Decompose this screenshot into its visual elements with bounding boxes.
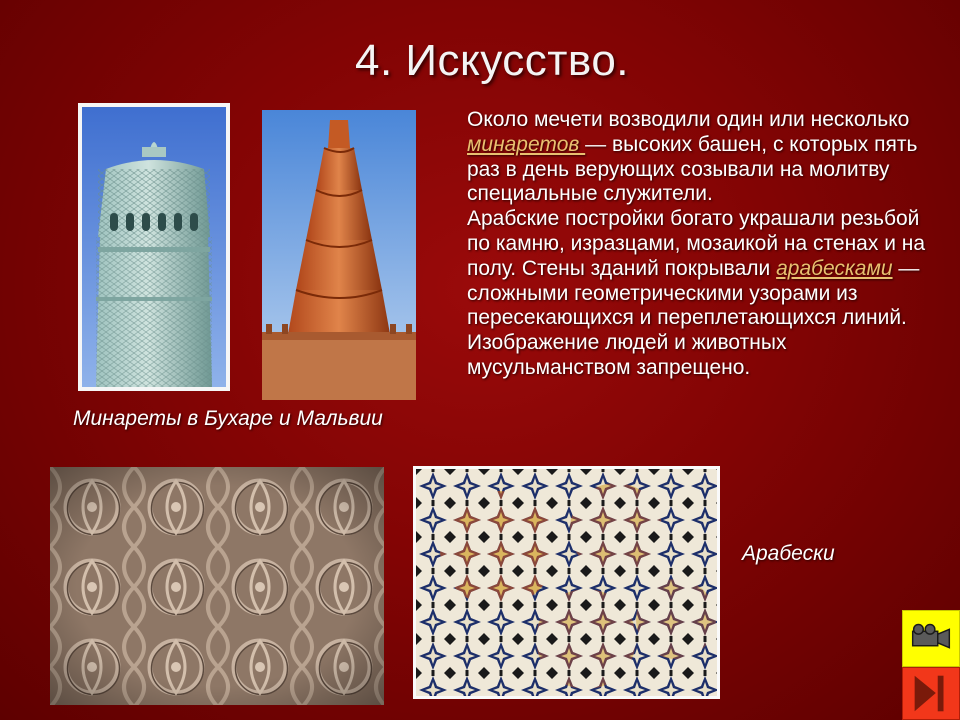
photo-minaret-spiral <box>262 110 416 400</box>
caption-arabesque: Арабески <box>742 542 835 565</box>
play-next-icon <box>903 668 959 719</box>
slide-title: 4. Искусство. <box>354 36 630 85</box>
photo-arabesque-mosaic <box>413 466 720 699</box>
link-minarets[interactable]: минаретов <box>467 132 586 156</box>
photo-stone-carving <box>50 467 384 705</box>
body-text <box>467 108 937 381</box>
photo-minaret-bukhara <box>78 103 230 391</box>
caption-minarets: Минареты в Бухаре и Мальвии <box>73 407 383 430</box>
paragraph1-text: Около мечети возводили один или несколько <box>467 108 910 131</box>
paragraph-architecture <box>467 207 937 381</box>
camera-icon <box>903 611 959 666</box>
link-arabesques[interactable]: арабесками <box>776 256 893 280</box>
paragraph2-text-end: — сложными геометрическими узорами из пересекающихся и переплетающихся линий. Изображение людей и животных мусульманством запрещено. <box>467 256 920 379</box>
paragraph-minarets <box>467 108 937 207</box>
paragraph1-text-end: — высоких башен, с которых пять раз в день верующих созывали на молитву специальные служители. <box>467 132 918 206</box>
video-button[interactable] <box>902 610 960 667</box>
next-button[interactable] <box>902 667 960 720</box>
paragraph2-text: Арабские постройки богато украшали резьбой по камню, изразцами, мозаикой на стенах и на полу. Стены зданий покрывали <box>467 207 926 280</box>
